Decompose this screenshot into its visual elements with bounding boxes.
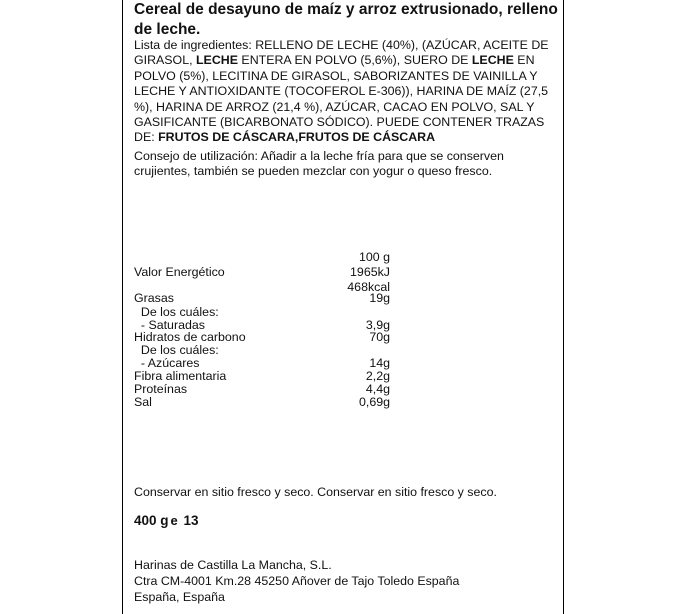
nutrition-header: 100 g: [358, 250, 390, 264]
weight-extra: 13: [183, 513, 199, 528]
nutrient-value: 0,69g: [358, 395, 390, 409]
nutrient-value: 70g: [369, 330, 390, 344]
nutrient-value: 3,9g: [365, 318, 390, 332]
storage-instructions: Conservar en sitio fresco y seco. Conservar en sitio fresco y seco.: [134, 485, 497, 499]
ingredients-text-3: EN POLVO (5%), LECITINA DE GIRASOL, SABORIZANTES DE VAINILLA Y LECHE Y ANTIOXIDANTE (TOCOFEROL E-306)), HARINA DE MAÍZ (27,5 %), HARINA DE ARROZ (21,4 %), AZÚCAR, CACAO EN POLVO, SAL Y GASIFICANTE (BICARBONATO SÓDICO). PUEDE CONTENER TRAZAS DE:: [134, 53, 549, 145]
product-title: Cereal de desayuno de maíz y arroz extrusionado, relleno de leche.: [134, 1, 558, 38]
energy-kj: 1965kJ: [350, 265, 390, 279]
nutrient-label: Fibra alimentaria: [134, 369, 227, 383]
producer-info: [134, 557, 560, 605]
nutrient-value: 14g: [369, 356, 390, 370]
ingredients-text-1: Lista de ingredientes: RELLENO DE LECHE (40%), (AZÚCAR, ACEITE DE GIRASOL,: [134, 38, 549, 68]
producer-name: Harinas de Castilla La Mancha, S.L.: [134, 558, 332, 572]
producer-address: Ctra CM-4001 Km.28 45250 Añover de Tajo Toledo España: [134, 574, 460, 588]
nutrient-label: - Saturadas: [134, 318, 205, 332]
energy-kcal: 468kcal: [347, 280, 390, 294]
nutrient-label: Hidratos de carbono: [134, 330, 246, 344]
estimate-mark: e: [170, 513, 178, 528]
allergen-leche-1: LECHE: [195, 53, 238, 68]
allergen-leche-2: LECHE: [471, 53, 514, 68]
nutrient-label: De los cuáles:: [134, 305, 219, 319]
usage-advice: Consejo de utilización: Añadir a la leche fría para que se conserven crujientes, también se pueden mezclar con yogur o queso fresco.: [134, 149, 504, 179]
nutrient-value: 19g: [369, 291, 390, 305]
nutrient-label: De los cuáles:: [134, 343, 219, 357]
energy-label: Valor Energético: [134, 265, 225, 279]
allergen-traces: FRUTOS DE CÁSCARA,FRUTOS DE CÁSCARA: [158, 130, 436, 145]
nutrient-value: 4,4g: [365, 382, 390, 396]
ingredients-list: [134, 38, 560, 146]
nutrient-label: Sal: [134, 395, 152, 409]
nutrient-label: - Azúcares: [134, 356, 200, 370]
net-weight: [134, 513, 199, 528]
nutrient-label: Grasas: [134, 291, 174, 305]
ingredients-text-2: ENTERA EN POLVO (5,6%), SUERO DE: [237, 53, 472, 68]
nutrient-value: 2,2g: [365, 369, 390, 383]
weight-value: 400 g: [134, 513, 169, 528]
nutrient-label: Proteínas: [134, 382, 188, 396]
producer-country: España, España: [134, 590, 225, 604]
